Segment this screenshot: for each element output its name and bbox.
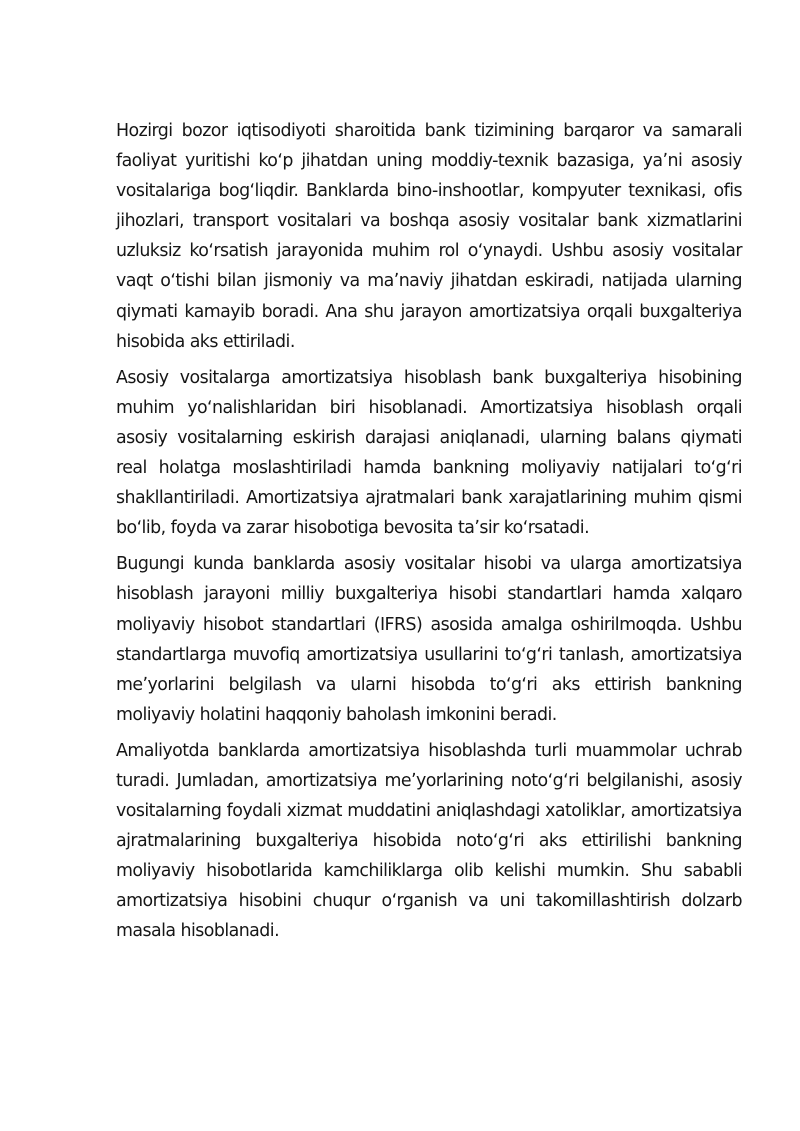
- paragraph-1: Hozirgi bozor iqtisodiyoti sharoitida bank tizimining barqaror va samarali faoliyat yuritishi koʻp jihatdan uning moddiy-texnik bazasiga, yaʼni asosiy vositalariga bogʻliqdir. Banklarda bino-inshootlar, kompyuter texnikasi, ofis jihozlari, transport vositalari va boshqa asosiy vositalar bank xizmatlarini uzluksiz koʻrsatish jarayonida muhim rol oʻynaydi. Ushbu asosiy vositalar vaqt oʻtishi bilan jismoniy va maʼnaviy jihatdan eskiradi, natijada ularning qiymati kamayib boradi. Ana shu jarayon amortizatsiya orqali buxgalteriya hisobida aks ettiriladi.: [116, 121, 742, 352]
- paragraph-4: Amaliyotda banklarda amortizatsiya hisoblashda turli muammolar uchrab turadi. Jumladan, amortizatsiya meʼyorlarining notoʻgʻri belgilanishi, asosiy vositalarning foydali xizmat muddatini aniqlashdagi xatoliklar, amortizatsiya ajratmalarining buxgalteriya hisobida notoʻgʻri aks ettirilishi bankning moliyaviy hisobotlarida kamchiliklarga olib kelishi mumkin. Shu sababli amortizatsiya hisobini chuqur oʻrganish va uni takomillashtirish dolzarb masala hisoblanadi.: [116, 740, 742, 942]
- document-body: [116, 116, 742, 953]
- paragraph-3: Bugungi kunda banklarda asosiy vositalar hisobi va ularga amortizatsiya hisoblash jarayoni milliy buxgalteriya hisobi standartlari hamda xalqaro moliyaviy hisobot standartlari (IFRS) asosida amalga oshirilmoqda. Ushbu standartlarga muvofiq amortizatsiya usullarini toʻgʻri tanlash, amortizatsiya meʼyorlarini belgilash va ularni hisobda toʻgʻri aks ettirish bankning moliyaviy holatini haqqoniy baholash imkonini beradi.: [116, 554, 742, 725]
- paragraph-2: Asosiy vositalarga amortizatsiya hisoblash bank buxgalteriya hisobining muhim yoʻnalishlaridan biri hisoblanadi. Amortizatsiya hisoblash orqali asosiy vositalarning eskirish darajasi aniqlanadi, ularning balans qiymati real holatga moslashtiriladi hamda bankning moliyaviy natijalari toʻgʻri shakllantiriladi. Amortizatsiya ajratmalari bank xarajatlarining muhim qismi boʻlib, foyda va zarar hisobotiga bevosita taʼsir koʻrsatadi.: [116, 367, 742, 539]
